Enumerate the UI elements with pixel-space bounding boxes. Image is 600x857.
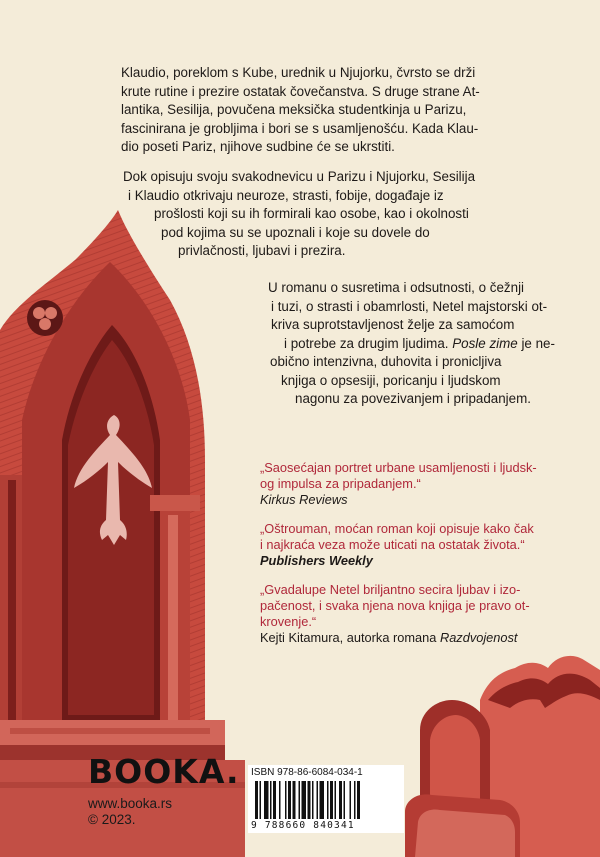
- barcode-stripe: [320, 781, 325, 819]
- barcode-stripe: [273, 781, 276, 819]
- barcode-stripe: [285, 781, 287, 819]
- barcode-stripe: [302, 781, 307, 819]
- barcode-stripe: [288, 781, 291, 819]
- barcode-stripe: [327, 781, 329, 819]
- synopsis-paragraph-3: [268, 279, 555, 409]
- quote-line: „Gvadalupe Netel briljantno secira ljubav i izo-: [260, 582, 521, 597]
- barcode-stripe: [308, 781, 311, 819]
- text-line: Klaudio, poreklom s Kube, urednik u Njujorku, čvrsto se drži: [121, 65, 476, 80]
- barcode-stripe: [270, 781, 272, 819]
- synopsis-paragraph-1: [121, 64, 480, 157]
- publisher-website: www.booka.rs: [88, 796, 173, 811]
- text-line: fascinirana je grobljima i bori se s usamljenošću. Kada Klau-: [121, 120, 479, 136]
- text-line: i tuzi, o strasti i obamrlosti, Netel majstorski ot-: [271, 298, 548, 314]
- text-line: Dok opisuju svoju svakodnevicu u Parizu i Njujorku, Sesilija: [123, 169, 476, 184]
- text-line: kriva suprotstavljenost želje za samoćom: [271, 317, 515, 332]
- quote-source: Kirkus Reviews: [260, 492, 348, 507]
- barcode-stripe: [255, 781, 258, 819]
- text-span: je ne-: [517, 335, 555, 351]
- barcode-stripe: [293, 781, 296, 819]
- barcode-stripe: [260, 781, 262, 819]
- source-author: Kejti Kitamura, autorka romana: [260, 630, 440, 645]
- quote-line: „Oštrouman, moćan roman koji opisuje kako čak: [260, 521, 534, 536]
- barcode-stripe: [354, 781, 356, 819]
- text-line: krute rutine i prezire ostatak čovečanstva. S druge strane At-: [121, 83, 480, 99]
- quote-source: Publishers Weekly: [260, 553, 373, 568]
- quote-source: [260, 630, 530, 646]
- small-tombstones: [405, 656, 600, 857]
- synopsis-paragraph-2: [123, 168, 475, 261]
- barcode-stripe: [350, 781, 352, 819]
- text-line: [268, 335, 555, 354]
- publisher-logo: BOOKA.: [88, 752, 240, 791]
- barcode-stripe: [264, 781, 269, 819]
- quatrefoil-window-icon: [27, 300, 63, 336]
- barcode-stripe: [317, 781, 319, 819]
- text-span: i potrebe za drugim ljudima.: [284, 335, 449, 351]
- source-book-title: Razdvojenost: [439, 630, 518, 645]
- copyright: © 2023.: [88, 812, 136, 827]
- isbn-label: ISBN 978-86-6084-034-1: [251, 767, 363, 778]
- quote-line: krovenje.“: [260, 614, 317, 629]
- review-quote: [260, 521, 534, 569]
- text-line: prošlosti koji su ih formirali kao osobe, kao i okolnosti: [154, 206, 469, 221]
- barcode-stripe: [312, 781, 314, 819]
- text-line: pod kojima su se upoznali i koje su dovele do: [161, 224, 430, 240]
- quote-line: i najkraća veza može uticati na ostatak života.“: [260, 537, 525, 552]
- text-line: privlačnosti, ljubavi i prezira.: [178, 243, 346, 258]
- quote-line: pačenost, i svaka njena nova knjiga je pravo ot-: [260, 598, 530, 613]
- review-quote: [260, 460, 537, 508]
- text-line: i Klaudio otkrivaju neuroze, strasti, fobije, događaje iz: [128, 187, 444, 203]
- text-line: U romanu o susretima i odsutnosti, o čežnji: [268, 280, 525, 295]
- text-line: obično intenzivna, duhovita i pronicljiva: [270, 354, 502, 369]
- quote-line: og impulsa za pripadanjem.“: [260, 476, 421, 491]
- barcode-stripe: [299, 781, 301, 819]
- barcode-stripe: [330, 781, 333, 819]
- review-quote: [260, 582, 530, 646]
- book-title: Posle zime: [452, 335, 518, 351]
- text-line: knjiga o opsesiji, poricanju i ljudskom: [281, 372, 501, 388]
- barcode-stripe: [344, 781, 346, 819]
- barcode-stripe: [339, 781, 342, 819]
- text-line: nagonu za povezivanjem i pripadanjem.: [295, 391, 531, 406]
- barcode-icon: [255, 781, 401, 821]
- text-line: dio poseti Pariz, njihove sudbine će se ukrstiti.: [121, 139, 395, 154]
- quote-line: „Saosećajan portret urbane usamljenosti i ljudsk-: [260, 460, 537, 475]
- barcode-stripe: [335, 781, 337, 819]
- barcode-stripe: [279, 781, 281, 819]
- text-line: lantika, Sesilija, povučena meksička studentkinja u Parizu,: [121, 102, 467, 117]
- barcode-stripe: [357, 781, 360, 819]
- ean-digits: 9 788660 840341: [251, 820, 355, 831]
